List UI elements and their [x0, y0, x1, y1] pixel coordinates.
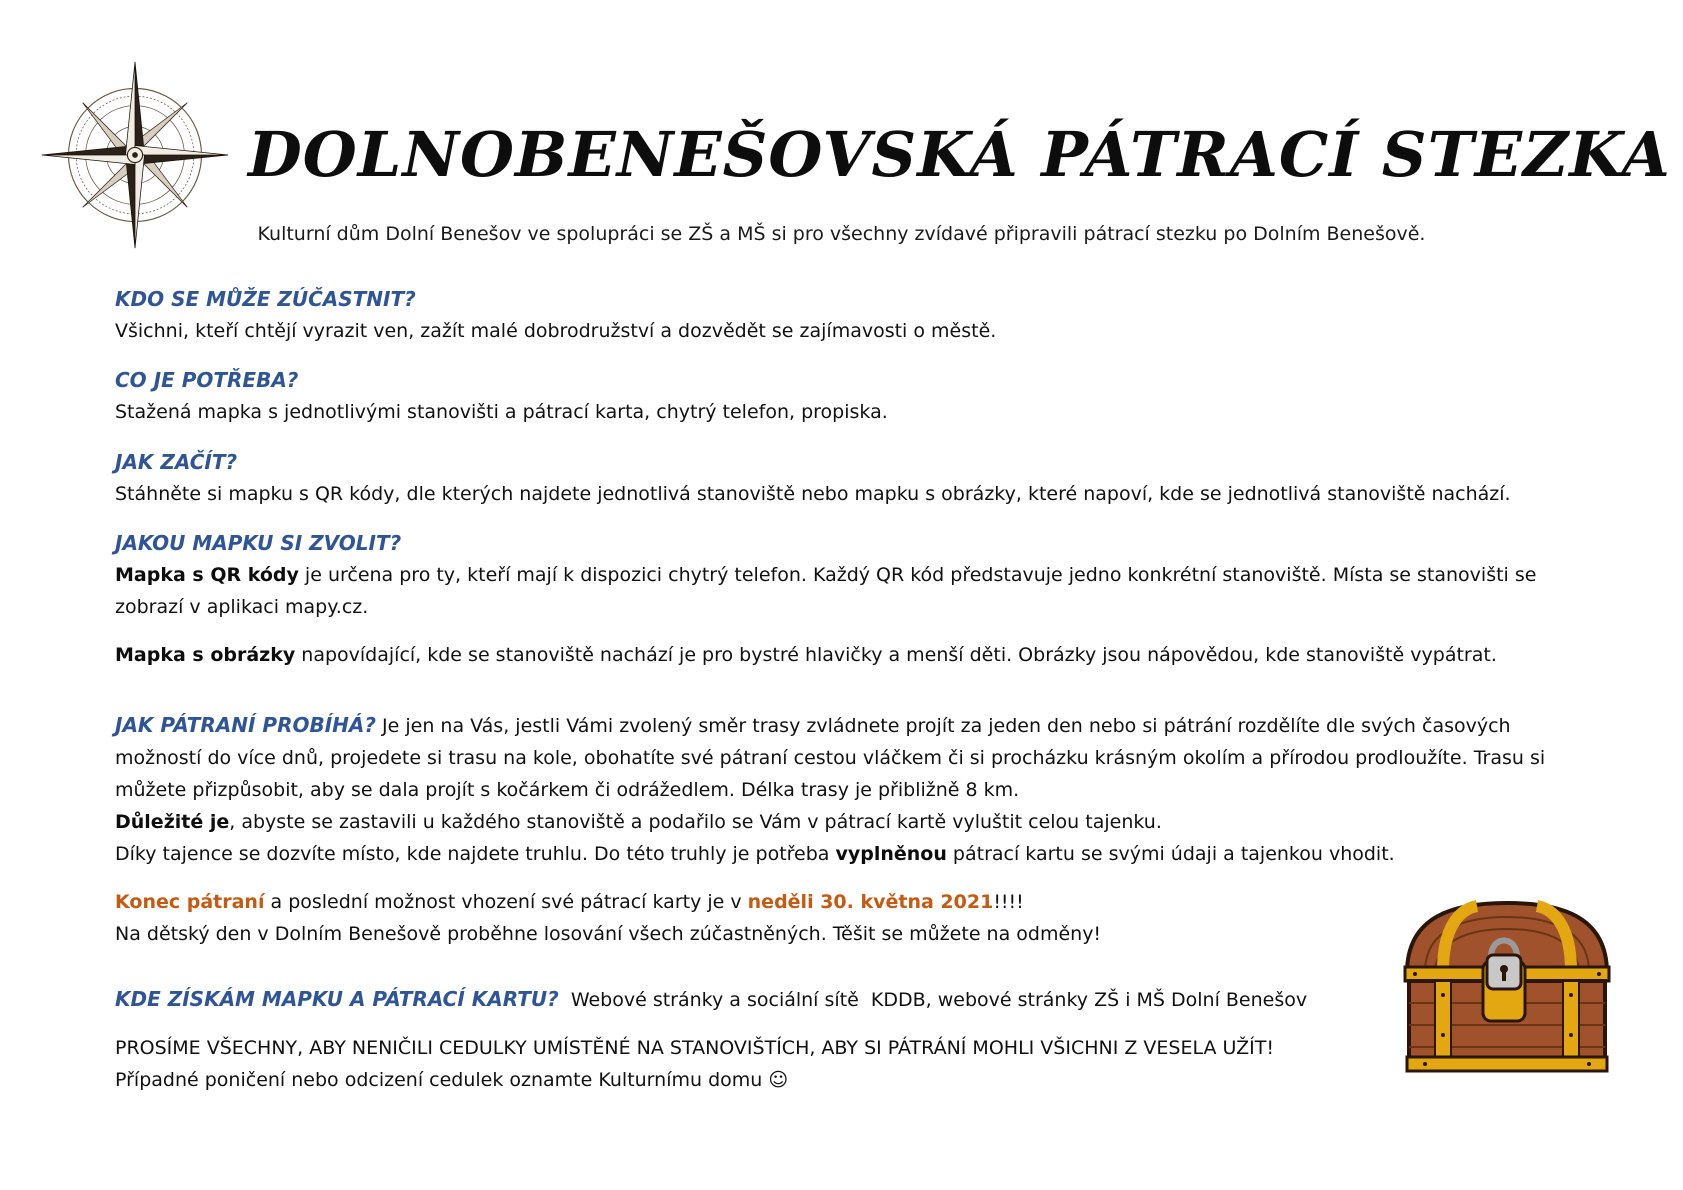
- process-text: Je jen na Vás, jestli Vámi zvolený směr trasy zvládnete projít za jeden den nebo si pátrání rozdělíte dle svých časových možností do více dnů, projedete si trasu na kole, obohatíte své pátraní cestou vláčkem či si procházku krásným okolím a přírodou prodloužíte. Trasu si můžete přizpůsobit, aby se dala projít s kočárkem či odrážedlem. Délka trasy je přibližně 8 km.: [115, 715, 1546, 801]
- treasure-chest-icon: [1395, 895, 1620, 1080]
- section-text: Všichni, kteří chtějí vyrazit ven, zažít malé dobrodružství a dozvědět se zajímavosti o městě.: [115, 320, 997, 342]
- where-paragraph: [115, 983, 1395, 1016]
- end-date: neděli 30. května 2021: [747, 891, 994, 913]
- map-qr-paragraph: [115, 559, 1595, 623]
- map-pictures-label: Mapka s obrázky: [115, 644, 296, 666]
- section-text: Stáhněte si mapku s QR kódy, dle kterých najdete jednotlivá stanoviště nebo mapku s obrázky, které napoví, kde se jednotlivá stanoviště nachází.: [115, 483, 1511, 505]
- where-text: Webové stránky a sociální sítě KDDB, webové stránky ZŠ i MŠ Dolní Benešov: [558, 989, 1308, 1011]
- chest-text-post: pátrací kartu se svými údaji a tajenkou vhodit.: [946, 843, 1395, 865]
- map-qr-label: Mapka s QR kódy: [115, 564, 299, 586]
- important-paragraph: [115, 806, 1595, 838]
- please-report: Případné poničení nebo odcizení cedulek oznamte Kulturnímu domu ☺: [115, 1069, 789, 1091]
- section-heading: CO JE POTŘEBA?: [115, 368, 299, 392]
- compass-rose-icon: [40, 60, 230, 250]
- section-text: Stažená mapka s jednotlivými stanovišti a pátrací karta, chytrý telefon, propiska.: [115, 401, 888, 423]
- map-pictures-text: napovídající, kde se stanoviště nachází je pro bystré hlavičky a menší děti. Obrázky jsou nápovědou, kde stanoviště vypátrat.: [295, 644, 1497, 666]
- section-please: [115, 1032, 1395, 1096]
- page-title: DOLNOBENEŠOVSKÁ PÁTRACÍ STEZKA: [248, 118, 1671, 191]
- chest-text-pre: Díky tajence se dozvíte místo, kde najdete truhlu. Do této truhly je potřeba: [115, 843, 836, 865]
- section-where: [115, 983, 1395, 1016]
- section-who: [115, 283, 1595, 347]
- end-exclaim: !!!!: [993, 891, 1024, 913]
- chest-paragraph: [115, 838, 1595, 870]
- end-lottery-text: Na dětský den v Dolním Benešově proběhne losování všech zúčastněných. Těšit se můžete na odměny!: [115, 923, 1102, 945]
- section-heading: JAK PÁTRANÍ PROBÍHÁ?: [115, 713, 376, 737]
- section-heading: KDO SE MŮŽE ZÚČASTNIT?: [115, 287, 416, 311]
- important-label: Důležité je: [115, 811, 230, 833]
- important-text: , abyste se zastavili u každého stanoviště a podařilo se Vám v pátrací kartě vyluštit celou tajenku.: [229, 811, 1162, 833]
- section-heading: JAKOU MAPKU SI ZVOLIT?: [115, 531, 402, 555]
- section-heading: JAK ZAČÍT?: [115, 450, 238, 474]
- chest-text-bold: vyplněnou: [835, 843, 947, 865]
- end-paragraph: [115, 886, 1595, 918]
- section-process: [115, 709, 1595, 870]
- section-start: [115, 446, 1595, 510]
- map-qr-text: je určena pro ty, kteří mají k dispozici chytrý telefon. Každý QR kód představuje jedno konkrétní stanoviště. Místa se stanovišti se zobrazí v aplikaci mapy.cz.: [115, 564, 1537, 618]
- end-label: Konec pátraní: [115, 891, 265, 913]
- page-subtitle: Kulturní dům Dolní Benešov ve spolupráci se ZŠ a MŠ si pro všechny zvídavé připravili pátrací stezku po Dolním Benešově.: [257, 223, 1426, 245]
- section-heading: KDE ZÍSKÁM MAPKU A PÁTRACÍ KARTU?: [115, 987, 559, 1011]
- process-paragraph: [115, 709, 1595, 806]
- please-warning: PROSÍME VŠECHNY, ABY NENIČILI CEDULKY UMÍSTĚNÉ NA STANOVIŠTÍCH, ABY SI PÁTRÁNÍ MOHLI VŠICHNI Z VESELA UŽÍT!: [115, 1037, 1274, 1059]
- section-need: [115, 364, 1595, 428]
- map-pictures-paragraph: [115, 639, 1595, 671]
- end-text: a poslední možnost vhození své pátrací karty je v: [264, 891, 748, 913]
- section-map: [115, 527, 1595, 671]
- section-end: [115, 886, 1595, 950]
